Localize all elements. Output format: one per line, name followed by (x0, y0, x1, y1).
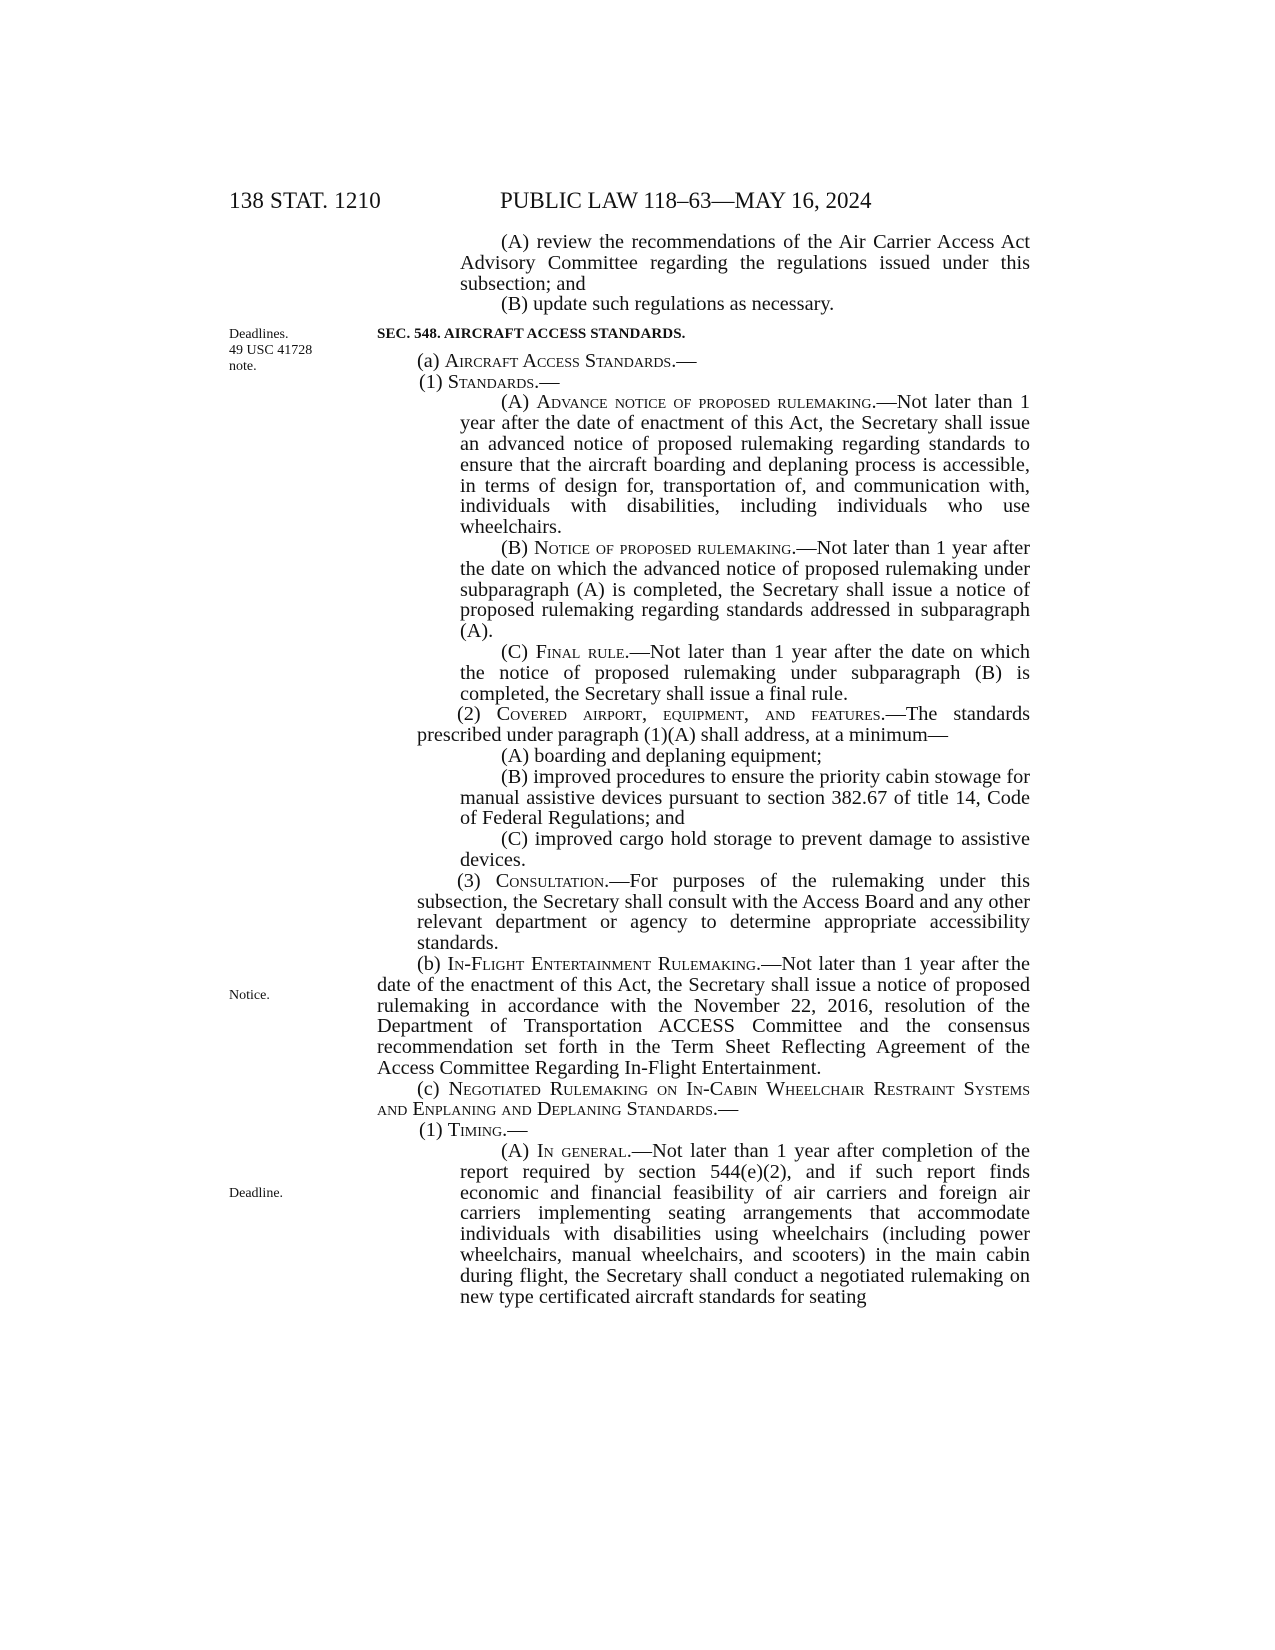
subsection-b-prefix: (b) (417, 952, 441, 975)
margin-note-line: note. (229, 359, 257, 374)
paragraph-a1-suffix: .— (534, 370, 560, 393)
paragraph-a2-title: Covered airport, equipment, and features (496, 703, 881, 726)
margin-note-deadlines (229, 327, 312, 375)
subsection-b (377, 954, 1030, 1079)
paragraph-a2-prefix: (2) (457, 703, 481, 726)
subparagraph-a1b-title: Notice of proposed rulemaking (534, 536, 792, 559)
subparagraph-c1a (377, 1141, 1030, 1307)
page-number: 138 STAT. 1210 (229, 188, 381, 213)
paragraph-a3-text: .—For purposes of the rulemaking under this subsection, the Secretary shall consult with the Access Board and any other relevant department or agency to determine appropriate accessibility standards. (417, 869, 1030, 955)
subparagraph-a1b-text: .—Not later than 1 year after the date on which the advanced notice of proposed rulemaking under subparagraph (A) is completed, the Secretary shall issue a notice of proposed rulemaking regarding standards addressed in subparagraph (A). (460, 536, 1031, 643)
subsection-b-text: .—Not later than 1 year after the date of the enactment of this Act, the Secretary shall issue a notice of proposed rulemaking in accordance with the November 22, 2016, resolution of the Department of Transportation ACCESS Committee and the consensus recommendation set forth in the Term Sheet Reflecting Agreement of the Access Committee Regarding In-Flight Entertainment. (377, 952, 1030, 1079)
section-heading: SEC. 548. AIRCRAFT ACCESS STANDARDS. (377, 326, 686, 342)
paragraph-a1-title: Standards (447, 370, 535, 393)
paragraph-a2 (377, 704, 1030, 746)
paragraph-a1 (377, 372, 1030, 393)
subsection-b-title: In-Flight Entertainment Rulemaking (447, 952, 757, 975)
body-text-main (377, 324, 1030, 1307)
subparagraph-a1a-title: Advance notice of proposed rulemaking (536, 391, 872, 414)
subparagraph-a1a-prefix: (A) (501, 391, 530, 414)
running-title: PUBLIC LAW 118–63—MAY 16, 2024 (500, 188, 872, 213)
paragraph-c1-suffix: .— (502, 1119, 528, 1142)
subparagraph-a1b-prefix: (B) (501, 536, 529, 559)
subparagraph-c1a-text: .—Not later than 1 year after completion of the report required by section 544(e)(2), and if such report finds economic and financial feasibility of air carriers and foreign air carriers implementing seating arrangements that accommodate individuals with disabilities using wheelchairs (including power wheelchairs, manual wheelchairs, and scooters) in the main cabin during flight, the Secretary shall conduct a negotiated rulemaking on new type certificated aircraft standards for seating (460, 1140, 1030, 1308)
subparagraph-a1a-text: .—Not later than 1 year after the date of enactment of this Act, the Secretary shall issue an advanced notice of proposed rulemaking regarding standards to ensure that the aircraft boarding and deplaning process is accessible, in terms of design for, transportation of, and communication with, individuals with disabilities, including individuals who use wheelchairs. (460, 391, 1031, 539)
margin-note-line: 49 USC 41728 (229, 343, 313, 358)
subparagraph-a2a: (A) boarding and deplaning equipment; (501, 744, 823, 767)
margin-note-line: Deadlines. (229, 327, 289, 342)
subparagraph-c1a-prefix: (A) (501, 1140, 530, 1163)
paragraph-c1-prefix: (1) (419, 1119, 443, 1142)
paragraph-a2-text: .—The standards prescribed under paragraph (1)(A) shall address, at a minimum— (417, 703, 1030, 747)
paragraph-a3 (377, 871, 1030, 954)
margin-note-notice: Notice. (229, 988, 270, 1003)
subparagraph-a2c: (C) improved cargo hold storage to prevent damage to assistive devices. (460, 828, 1030, 871)
subsection-c-title: Negotiated Rulemaking on In-Cabin Wheelchair Restraint Systems and Enplaning and Deplaning Standards (377, 1077, 1030, 1121)
paragraph-a3-prefix: (3) (457, 869, 481, 892)
subparagraph-a1c (377, 642, 1030, 704)
subparagraph-a2b: (B) improved procedures to ensure the priority cabin stowage for manual assistive devices pursuant to section 382.67 of title 14, Code of Federal Regulations; and (460, 765, 1030, 830)
margin-note-deadline: Deadline. (229, 1186, 284, 1201)
paragraph-carry-a: (A) review the recommendations of the Air Carrier Access Act Advisory Committee regarding the regulations issued under this subsection; and (460, 231, 1030, 295)
subparagraph-a1c-title: Final rule (535, 640, 625, 663)
paragraph-carry-b: (B) update such regulations as necessary. (501, 293, 835, 316)
subparagraph-a1c-text: .—Not later than 1 year after the date on which the notice of proposed rulemaking under subparagraph (B) is completed, the Secretary shall issue a final rule. (460, 640, 1031, 705)
subsection-c (377, 1079, 1030, 1121)
subsection-a-title: Aircraft Access Standards (444, 349, 672, 372)
subparagraph-a1c-prefix: (C) (501, 640, 529, 663)
subsection-a-prefix: (a) (417, 349, 440, 372)
paragraph-a1-prefix: (1) (419, 370, 443, 393)
paragraph-c1-title: Timing (447, 1119, 503, 1142)
subsection-a-suffix: .— (671, 349, 697, 372)
paragraph-c1 (377, 1120, 1030, 1141)
body-text-upper (377, 232, 1030, 315)
subsection-c-prefix: (c) (417, 1077, 440, 1100)
subparagraph-a1a (377, 392, 1030, 538)
subsection-c-suffix: .— (712, 1098, 739, 1121)
paragraph-a3-title: Consultation (495, 869, 605, 892)
subsection-a (377, 351, 1030, 372)
subparagraph-c1a-title: In general (536, 1140, 627, 1163)
subparagraph-a1b (377, 538, 1030, 642)
